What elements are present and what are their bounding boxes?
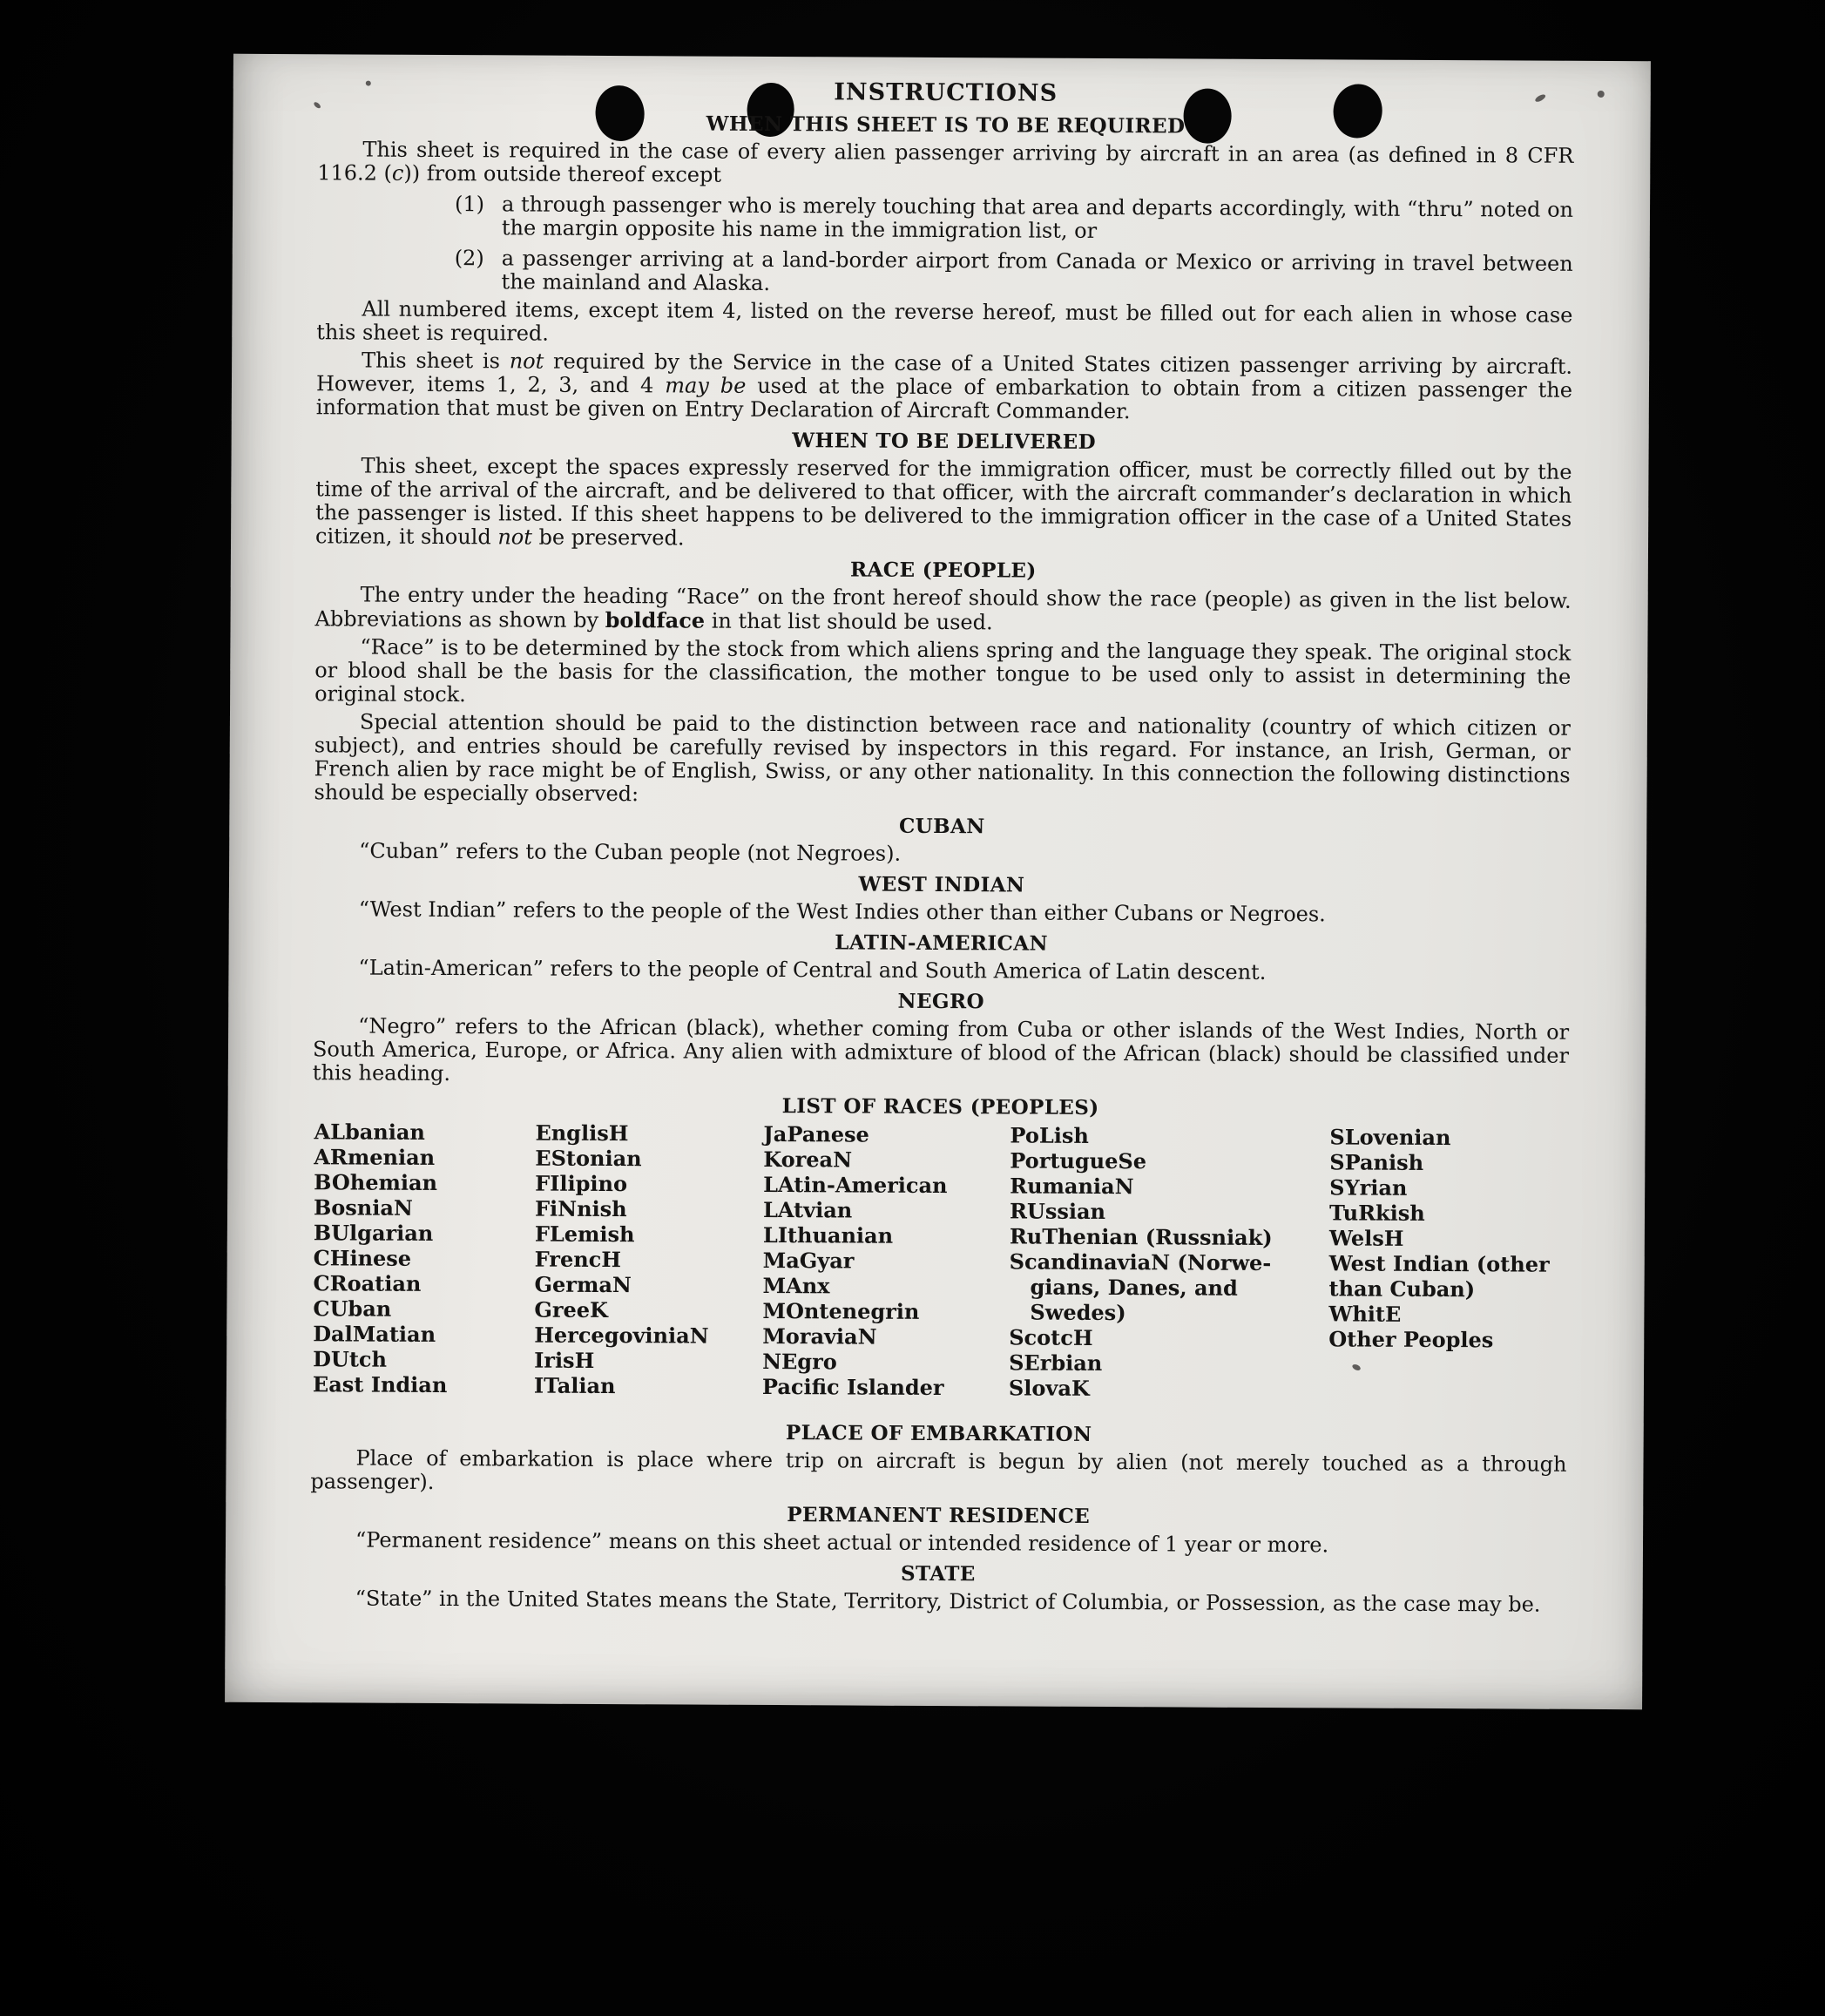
section-heading: CUBAN bbox=[898, 814, 985, 839]
race-entry: GreeK bbox=[534, 1296, 609, 1323]
paragraph: “West Indian” refers to the people of the West Indies other than either Cubans or Negroes. bbox=[358, 896, 1326, 927]
document-body bbox=[310, 111, 1574, 1617]
race-entry: RuThenian (Russniak) bbox=[1009, 1223, 1273, 1251]
race-entry: MaGyar bbox=[762, 1247, 855, 1274]
section-heading: RACE (PEOPLE) bbox=[849, 558, 1037, 583]
section-heading: PERMANENT RESIDENCE bbox=[787, 1503, 1091, 1528]
race-entry: SlovaK bbox=[1008, 1375, 1090, 1401]
races-column bbox=[1009, 1122, 1273, 1402]
race-entry: EnglisH bbox=[535, 1120, 629, 1147]
race-entry: CHinese bbox=[313, 1245, 412, 1271]
paragraph: “Negro” refers to the African (black), whether coming from Cuba or other islands of the West Indies, North or South America, Europe, or Africa. Any alien with admixture of blood of the African (black) should be classified under this heading. bbox=[312, 1013, 1570, 1086]
section-heading: STATE bbox=[900, 1561, 976, 1586]
paragraph: “Race” is to be determined by the stock from which aliens spring and the language they speak. The original stock or blood shall be the basis for the classification, the mother tongue to be used only to assist in determining the original stock. bbox=[314, 634, 1572, 707]
race-entry: JaPanese bbox=[763, 1120, 869, 1147]
races-column bbox=[1328, 1124, 1550, 1352]
race-entry: West Indian (other than Cuban) bbox=[1328, 1250, 1550, 1302]
section-heading: LATIN-AMERICAN bbox=[835, 930, 1049, 956]
race-entry: BOhemian bbox=[314, 1169, 438, 1195]
race-entry: RUssian bbox=[1009, 1198, 1106, 1225]
item-text: a through passenger who is merely touching that area and departs accordingly, with “thru” noted on the margin opposite his name in the immigration list, or bbox=[501, 192, 1574, 243]
section-heading: WHEN TO BE DELIVERED bbox=[792, 429, 1097, 454]
paragraph: “State” in the United States means the State, Territory, District of Columbia, or Possession, as the case may be. bbox=[355, 1586, 1541, 1617]
race-entry: MAnx bbox=[762, 1272, 830, 1299]
section-heading: PLACE OF EMBARKATION bbox=[785, 1421, 1092, 1446]
race-entry: ARmenian bbox=[314, 1144, 436, 1170]
race-entry: SLovenian bbox=[1329, 1124, 1451, 1151]
race-entry: FLemish bbox=[534, 1221, 635, 1248]
paragraph: This sheet is not required by the Service in the case of a United States citizen passenger arriving by aircraft. However, items 1, 2, 3, and 4 may be used at the place of embarkation to obtain from a citizen passenger the information that must be given on Entry Declaration of Aircraft Commander. bbox=[315, 348, 1573, 424]
race-entry: WhitE bbox=[1328, 1301, 1402, 1327]
section-heading: NEGRO bbox=[897, 989, 985, 1014]
paragraph: “Permanent residence” means on this sheet actual or intended residence of 1 year or more. bbox=[355, 1527, 1329, 1558]
race-entry: WelsH bbox=[1328, 1225, 1404, 1251]
races-list bbox=[311, 1119, 1569, 1418]
section-heading: WHEN THIS SHEET IS TO BE REQUIRED bbox=[706, 112, 1186, 139]
race-entry: ITalian bbox=[533, 1372, 616, 1399]
race-entry: CRoatian bbox=[313, 1270, 422, 1296]
races-column bbox=[313, 1119, 449, 1397]
race-entry: GermaN bbox=[534, 1271, 632, 1298]
race-entry: SPanish bbox=[1329, 1149, 1424, 1175]
document-page bbox=[225, 54, 1651, 1709]
section-heading: LIST OF RACES (PEOPLES) bbox=[781, 1094, 1099, 1120]
race-entry: BUlgarian bbox=[313, 1220, 434, 1246]
race-entry: KoreaN bbox=[763, 1146, 853, 1173]
race-entry: RumaniaN bbox=[1010, 1173, 1134, 1200]
race-entry: PoLish bbox=[1010, 1122, 1089, 1148]
race-entry: Other Peoples bbox=[1328, 1326, 1494, 1353]
race-entry: SYrian bbox=[1329, 1174, 1408, 1201]
race-entry: Pacific Islander bbox=[761, 1373, 944, 1401]
race-entry: CUban bbox=[313, 1296, 392, 1322]
numbered-item bbox=[317, 246, 1573, 300]
race-entry: LAtin-American bbox=[763, 1171, 948, 1199]
race-entry: MoraviaN bbox=[762, 1323, 877, 1350]
race-entry: MOntenegrin bbox=[762, 1297, 920, 1324]
item-text: a passenger arriving at a land-border airport from Canada or Mexico or arriving in travel between the mainland and Alaska. bbox=[501, 246, 1573, 295]
race-entry: LIthuanian bbox=[762, 1221, 894, 1248]
race-entry: EStonian bbox=[535, 1145, 642, 1172]
paragraph: “Cuban” refers to the Cuban people (not Negroes). bbox=[359, 838, 902, 866]
race-entry: ScandinaviaN (Norwe- gians, Danes, and Swedes) bbox=[1009, 1248, 1272, 1326]
race-entry: HercegoviniaN bbox=[534, 1322, 709, 1349]
race-entry: IrisH bbox=[534, 1347, 595, 1373]
page-title: INSTRUCTIONS bbox=[834, 78, 1058, 107]
races-column bbox=[762, 1121, 948, 1400]
paragraph: This sheet, except the spaces expressly reserved for the immigration officer, must be correctly filled out by the time of the arrival of the aircraft, and be delivered to that officer, with the aircraft commander’s declaration in which the passenger is listed. If this sheet happens to be delivered to the immigration officer in the case of a United States citizen, it should not be preserved. bbox=[314, 453, 1572, 551]
paragraph: Place of embarkation is place where trip on aircraft is begun by alien (not merely touched as a through passenger). bbox=[310, 1445, 1567, 1494]
paragraph: Special attention should be paid to the distinction between race and nationality (country of which citizen or subject), and entries should be carefully revised by inspectors in this regard. For instance, an Irish, German, or French alien by race might be of English, Swiss, or any other nationality. In this connection the following distinctions should be especially observed: bbox=[314, 709, 1572, 807]
item-number: (1) bbox=[454, 192, 485, 217]
paragraph: This sheet is required in the case of every alien passenger arriving by aircraft in an area (as defined in 8 CFR 116.2 (c)) from outside thereof except bbox=[317, 137, 1574, 187]
race-entry: East Indian bbox=[312, 1371, 448, 1398]
race-entry: DUtch bbox=[313, 1346, 388, 1372]
paragraph: The entry under the heading “Race” on the front hereof should show the race (people) as given in the list below. Abbreviations as shown by boldface in that list should be used. bbox=[314, 582, 1572, 635]
section-heading: WEST INDIAN bbox=[858, 872, 1025, 897]
race-entry: LAtvian bbox=[762, 1196, 853, 1223]
race-entry: ALbanian bbox=[314, 1119, 425, 1145]
paragraph: All numbered items, except item 4, listed on the reverse hereof, must be filled out for each alien in whose case this sheet is required. bbox=[316, 296, 1573, 346]
race-entry: TuRkish bbox=[1328, 1200, 1425, 1226]
numbered-item bbox=[317, 192, 1573, 246]
race-entry: SErbian bbox=[1009, 1350, 1103, 1376]
document-content bbox=[226, 54, 1651, 1617]
race-entry: DalMatian bbox=[313, 1321, 436, 1347]
race-entry: ScotcH bbox=[1009, 1324, 1093, 1350]
item-number: (2) bbox=[454, 246, 484, 271]
race-entry: FIlipino bbox=[535, 1170, 628, 1197]
race-entry: FrencH bbox=[534, 1246, 622, 1273]
paragraph: “Latin-American” refers to the people of Central and South America of Latin descent. bbox=[358, 955, 1267, 984]
race-entry: BosniaN bbox=[313, 1194, 413, 1221]
races-column bbox=[534, 1120, 710, 1399]
race-entry: FiNnish bbox=[534, 1195, 627, 1222]
race-entry: PortugueSe bbox=[1010, 1147, 1147, 1174]
race-entry: NEgro bbox=[762, 1348, 837, 1375]
